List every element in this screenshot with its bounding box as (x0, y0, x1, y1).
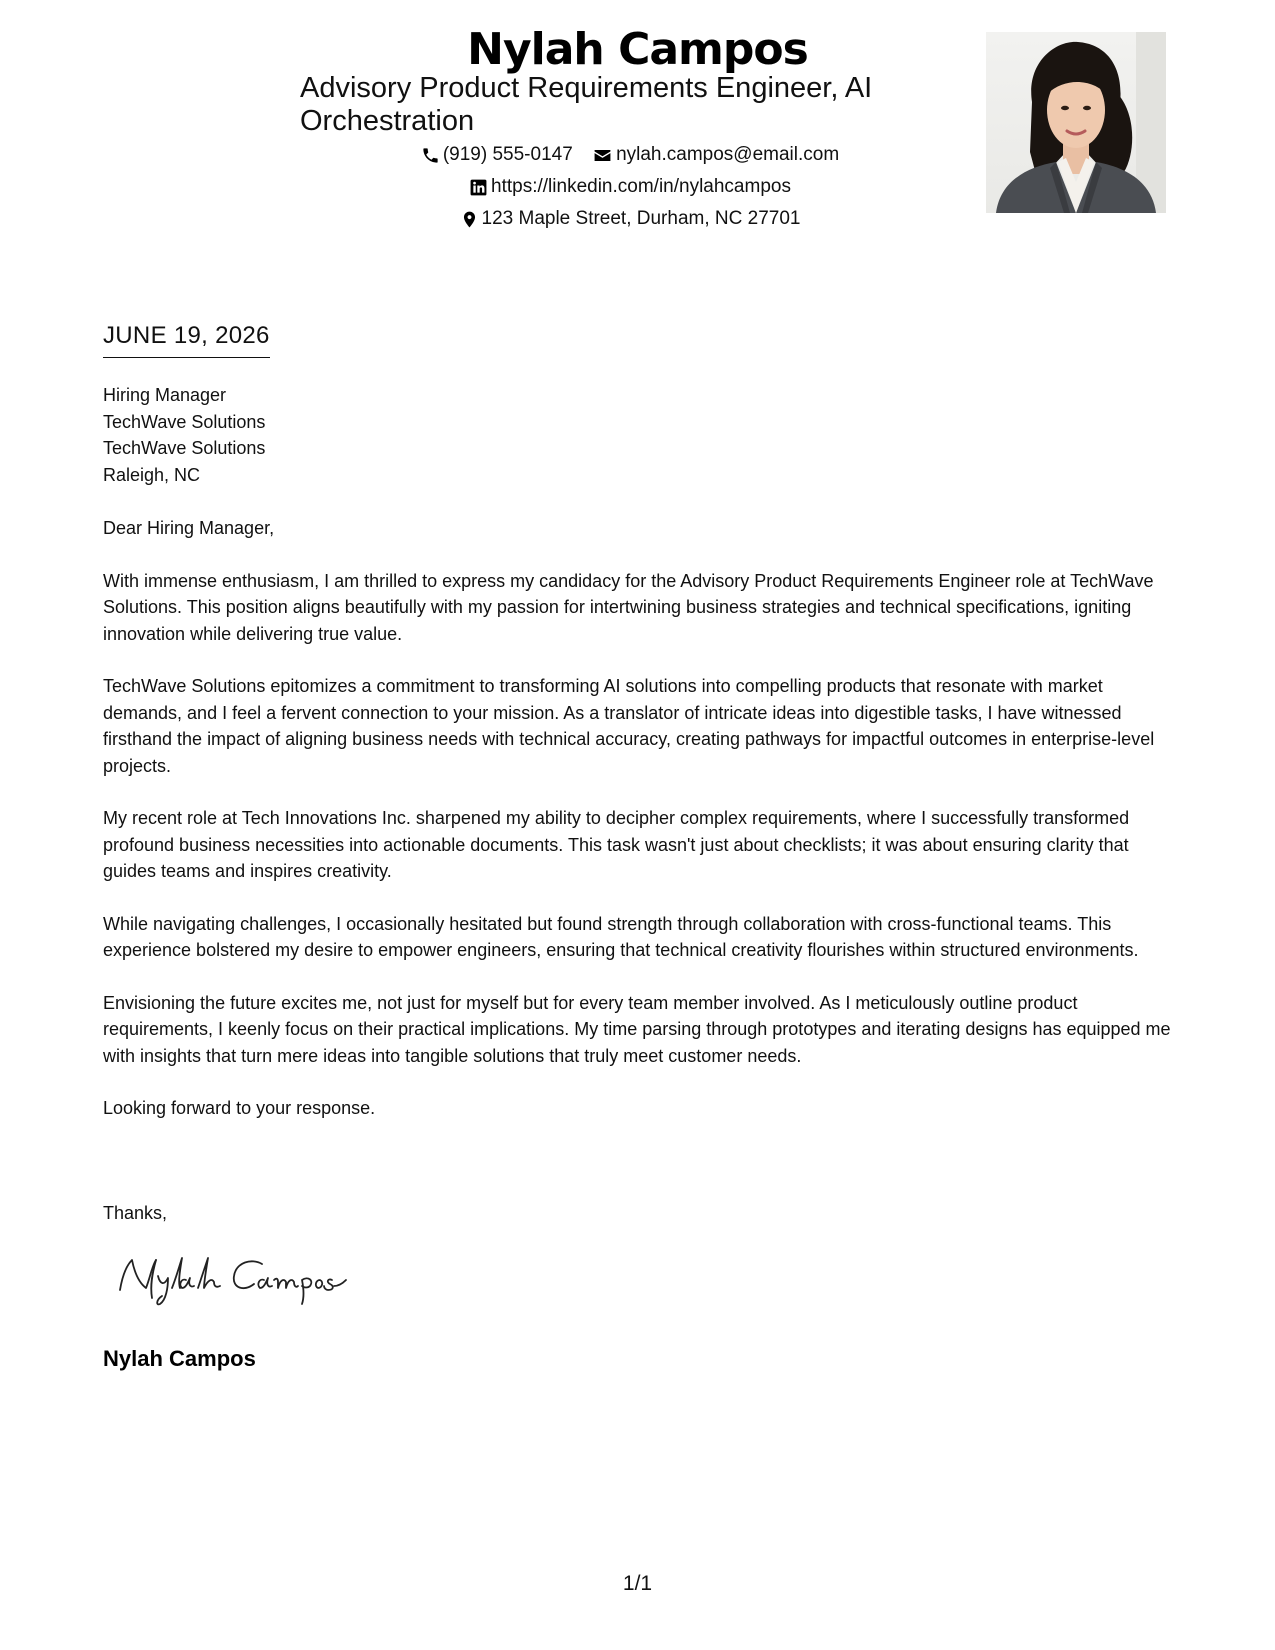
contact-row-address (300, 207, 960, 236)
contact-row-primary (300, 143, 960, 172)
salutation: Dear Hiring Manager, (103, 518, 275, 538)
street-address: 123 Maple Street, Durham, NC 27701 (481, 208, 801, 229)
contact-row-linkedin (300, 175, 960, 204)
linkedin-icon (469, 178, 488, 197)
linkedin-contact[interactable] (469, 175, 791, 199)
handwritten-signature (112, 1248, 352, 1308)
recipient-block (103, 382, 265, 488)
map-pin-icon (460, 210, 479, 229)
recipient-line: TechWave Solutions (103, 411, 266, 432)
email-address[interactable]: nylah.campos@email.com (616, 144, 840, 165)
closing: Thanks, (103, 1203, 168, 1223)
signed-name: Nylah Campos (103, 1346, 256, 1371)
phone-icon (421, 146, 440, 165)
body-paragraph: While navigating challenges, I occasionally hesitated but found strength through collaboration with cross-functional teams. This experience bolstered my desire to empower engineers, ensuring that technical creativity flourishes within structured environments. (103, 913, 1139, 960)
body-paragraph: Looking forward to your response. (103, 1098, 376, 1118)
body-paragraph: With immense enthusiasm, I am thrilled to express my candidacy for the Advisory Product Requirements Engineer role at TechWave Solutions. This position aligns beautifully with my passion for intertwining business strategies and technical specifications, igniting innovation while delivering true value. (103, 570, 1154, 644)
profile-photo (986, 32, 1166, 213)
letter-body (103, 515, 1178, 1148)
recipient-line: Raleigh, NC (103, 464, 201, 485)
recipient-line: Hiring Manager (103, 385, 227, 405)
phone-number: (919) 555-0147 (442, 144, 573, 165)
address-contact (460, 207, 801, 231)
letter-date: JUNE 19, 2026 (103, 322, 270, 358)
body-paragraph: TechWave Solutions epitomizes a commitment to transforming AI solutions into compelling products that resonate with market demands, and I feel a fervent connection to your mission. As a translator of intricate ideas into digestible tasks, I have witnessed firsthand the impact of aligning business needs with technical accuracy, creating pathways for impactful outcomes in enterprise-level projects. (103, 676, 1155, 776)
body-paragraph: My recent role at Tech Innovations Inc. sharpened my ability to decipher complex requirements, where I successfully transformed profound business necessities into actionable documents. This task wasn't just about checklists; it was about ensuring clarity that guides teams and inspires creativity. (103, 808, 1130, 881)
job-title: Advisory Product Requirements Engineer, AI Orchestration (300, 72, 873, 137)
recipient-line: TechWave Solutions (103, 438, 266, 458)
email-contact[interactable] (592, 143, 839, 167)
applicant-name: Nylah Campos (467, 24, 808, 75)
envelope-icon (592, 146, 613, 165)
body-paragraph: Envisioning the future excites me, not just for myself but for every team member involved. As I meticulously outline product requirements, I keenly focus on their practical implications. My time parsing through prototypes and iterating designs has equipped me with insights that turn mere ideas into tangible solutions that truly meet customer needs. (103, 992, 1171, 1066)
linkedin-url[interactable]: https://linkedin.com/in/nylahcampos (491, 176, 791, 197)
phone-contact (421, 143, 573, 167)
page-number: 1/1 (622, 1572, 653, 1595)
